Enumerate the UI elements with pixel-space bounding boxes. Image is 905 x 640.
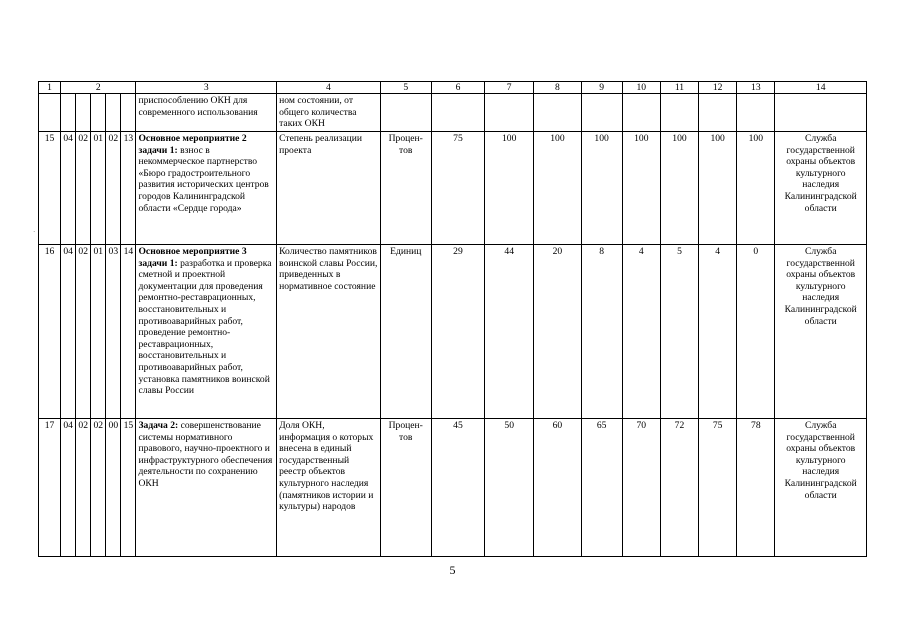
- activity-title: Основное мероприятие 3 задачи 1:: [138, 246, 247, 269]
- code-cell: 02: [91, 419, 106, 557]
- value-cell: [660, 94, 698, 132]
- value-cell: [581, 94, 622, 132]
- indicator-cell: Доля ОКН, информация о которых внесена в единый государственный реестр объектов культурного наследия (памятников истории и культуры) народов: [277, 419, 380, 557]
- code-cell: 15: [121, 419, 136, 557]
- indicator-cell: Степень реализации проекта: [277, 132, 380, 245]
- row-number: 17: [39, 419, 61, 557]
- activity-description: совершенствование системы нормативного правового, научно-проектного и инфраструктурного обеспечения деятельности по сохранению ОКН: [138, 420, 273, 489]
- activity-description: приспособлению ОКН для современного использования: [138, 95, 258, 118]
- value-cell: 100: [737, 132, 775, 245]
- table-row: [39, 132, 867, 245]
- code-cell: [91, 94, 106, 132]
- value-cell: [485, 94, 534, 132]
- value-cell: 4: [622, 245, 660, 419]
- row-number: 15: [39, 132, 61, 245]
- unit-cell: Единиц: [380, 245, 431, 419]
- value-cell: [699, 94, 737, 132]
- code-cell: 03: [106, 245, 121, 419]
- activity-cell: [136, 245, 277, 419]
- code-cell: 04: [61, 245, 76, 419]
- code-cell: 02: [106, 132, 121, 245]
- value-cell: 0: [737, 245, 775, 419]
- responsible-cell: Служба государственной охраны объектов культурного наследия Калининградской области: [775, 132, 867, 245]
- responsible-cell: [775, 94, 867, 132]
- value-cell: [534, 94, 581, 132]
- header-cell-2: 2: [61, 82, 136, 94]
- table-row: [39, 245, 867, 419]
- header-cell-13: 13: [737, 82, 775, 94]
- header-cell-1: 1: [39, 82, 61, 94]
- header-cell-3: 3: [136, 82, 277, 94]
- row-number: 16: [39, 245, 61, 419]
- code-cell: 02: [76, 245, 91, 419]
- responsible-cell: Служба государственной охраны объектов культурного наследия Калининградской области: [775, 419, 867, 557]
- header-cell-8: 8: [534, 82, 581, 94]
- value-cell: 60: [534, 419, 581, 557]
- activity-cell: [136, 132, 277, 245]
- code-cell: [106, 94, 121, 132]
- code-cell: 02: [76, 419, 91, 557]
- header-cell-5: 5: [380, 82, 431, 94]
- value-cell: [622, 94, 660, 132]
- value-cell: [737, 94, 775, 132]
- value-cell: 65: [581, 419, 622, 557]
- value-cell: 100: [534, 132, 581, 245]
- code-cell: [121, 94, 136, 132]
- header-cell-10: 10: [622, 82, 660, 94]
- header-cell-14: 14: [775, 82, 867, 94]
- activity-description: разработка и проверка сметной и проектной документации для проведения ремонтно-реставрационных, восстановительных и противоаварийных работ, проведение ремонтно-реставрационных, восстановительных и противоаварийных работ, установка памятников воинской славы России: [138, 257, 272, 397]
- program-table: [38, 81, 867, 557]
- code-cell: 04: [61, 419, 76, 557]
- header-cell-11: 11: [660, 82, 698, 94]
- value-cell: 72: [660, 419, 698, 557]
- activity-cell: [136, 94, 277, 132]
- table-row: [39, 94, 867, 132]
- value-cell: 78: [737, 419, 775, 557]
- code-cell: 13: [121, 132, 136, 245]
- code-cell: 00: [106, 419, 121, 557]
- activity-description: взнос в некоммерческое партнерство «Бюро градостроительного развития исторических центров городов Калининградской области «Сердце города»: [138, 144, 269, 214]
- activity-title: Задача 2:: [138, 420, 179, 431]
- value-cell: 44: [485, 245, 534, 419]
- unit-cell: Процен-тов: [380, 132, 431, 245]
- code-cell: [76, 94, 91, 132]
- value-cell: 70: [622, 419, 660, 557]
- value-cell: 75: [431, 132, 484, 245]
- value-cell: 100: [660, 132, 698, 245]
- indicator-cell: ном состоянии, от общего количества таких ОКН: [277, 94, 380, 132]
- code-cell: 14: [121, 245, 136, 419]
- value-cell: [431, 94, 484, 132]
- unit-cell: Процен-тов: [380, 419, 431, 557]
- value-cell: 100: [622, 132, 660, 245]
- code-cell: 04: [61, 132, 76, 245]
- value-cell: 50: [485, 419, 534, 557]
- header-cell-12: 12: [699, 82, 737, 94]
- responsible-cell: Служба государственной охраны объектов культурного наследия Калининградской области: [775, 245, 867, 419]
- table-row: [39, 419, 867, 557]
- value-cell: 5: [660, 245, 698, 419]
- value-cell: 75: [699, 419, 737, 557]
- value-cell: 100: [485, 132, 534, 245]
- code-cell: 01: [91, 245, 106, 419]
- value-cell: 100: [699, 132, 737, 245]
- value-cell: 29: [431, 245, 484, 419]
- activity-title: Основное мероприятие 2 задачи 1:: [138, 133, 247, 156]
- margin-mark: ·: [33, 228, 36, 236]
- code-cell: 02: [76, 132, 91, 245]
- row-number: [39, 94, 61, 132]
- code-cell: 01: [91, 132, 106, 245]
- value-cell: 100: [581, 132, 622, 245]
- code-cell: [61, 94, 76, 132]
- header-row: [39, 82, 867, 94]
- header-cell-4: 4: [277, 82, 380, 94]
- unit-cell: [380, 94, 431, 132]
- value-cell: 20: [534, 245, 581, 419]
- header-cell-6: 6: [431, 82, 484, 94]
- value-cell: 45: [431, 419, 484, 557]
- page-number: 5: [449, 563, 456, 577]
- value-cell: 8: [581, 245, 622, 419]
- value-cell: 4: [699, 245, 737, 419]
- activity-cell: [136, 419, 277, 557]
- header-cell-7: 7: [485, 82, 534, 94]
- indicator-cell: Количество памятников воинской славы России, приведенных в нормативное состояние: [277, 245, 380, 419]
- header-cell-9: 9: [581, 82, 622, 94]
